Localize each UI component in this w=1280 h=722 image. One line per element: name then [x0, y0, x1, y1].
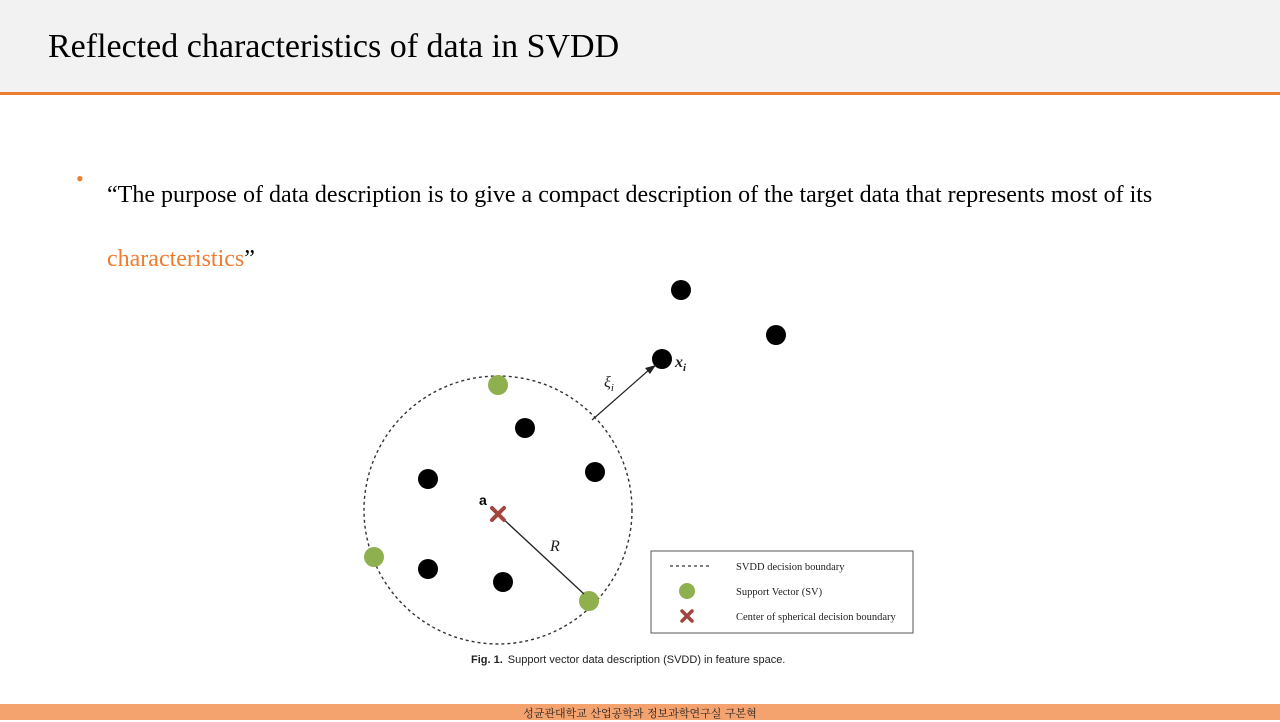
support-vector [364, 547, 384, 567]
svdd-figure [340, 270, 940, 675]
slack-label: $\xi_i$ [604, 374, 614, 394]
slack-arrow [592, 369, 650, 420]
quote-text-before: “The purpose of data description is to give a compact description of the target data that represents most of its [107, 182, 1153, 208]
header-divider [0, 92, 1280, 95]
support-vector [579, 591, 599, 611]
legend-label: SVDD decision boundary [736, 562, 845, 573]
outlier-point [766, 325, 786, 345]
center-marker [492, 508, 504, 520]
outlier-point [671, 280, 691, 300]
legend-sv-swatch [679, 583, 695, 599]
data-point [418, 559, 438, 579]
data-point [493, 572, 513, 592]
center-label: a [479, 492, 487, 508]
data-point [585, 462, 605, 482]
outlier-label: $x_i$ [675, 354, 687, 374]
data-point [418, 469, 438, 489]
radius-label: R [550, 538, 560, 555]
slide-footer [0, 704, 1280, 720]
support-vector [488, 375, 508, 395]
quote-text-after: ” [244, 246, 255, 272]
legend-label: Support Vector (SV) [736, 587, 823, 598]
data-point [515, 418, 535, 438]
figure-caption: Fig. 1. Support vector data description (SVDD) in feature space. [471, 654, 786, 666]
slide-title: Reflected characteristics of data in SVDD [48, 28, 620, 65]
legend-label: Center of spherical decision boundary [736, 612, 896, 623]
quote-highlight: characteristics [107, 246, 245, 272]
bullet-marker: • [76, 166, 84, 191]
footer-text: 성균관대학교 산업공학과 정보과학연구실 구본혁 [523, 707, 757, 720]
